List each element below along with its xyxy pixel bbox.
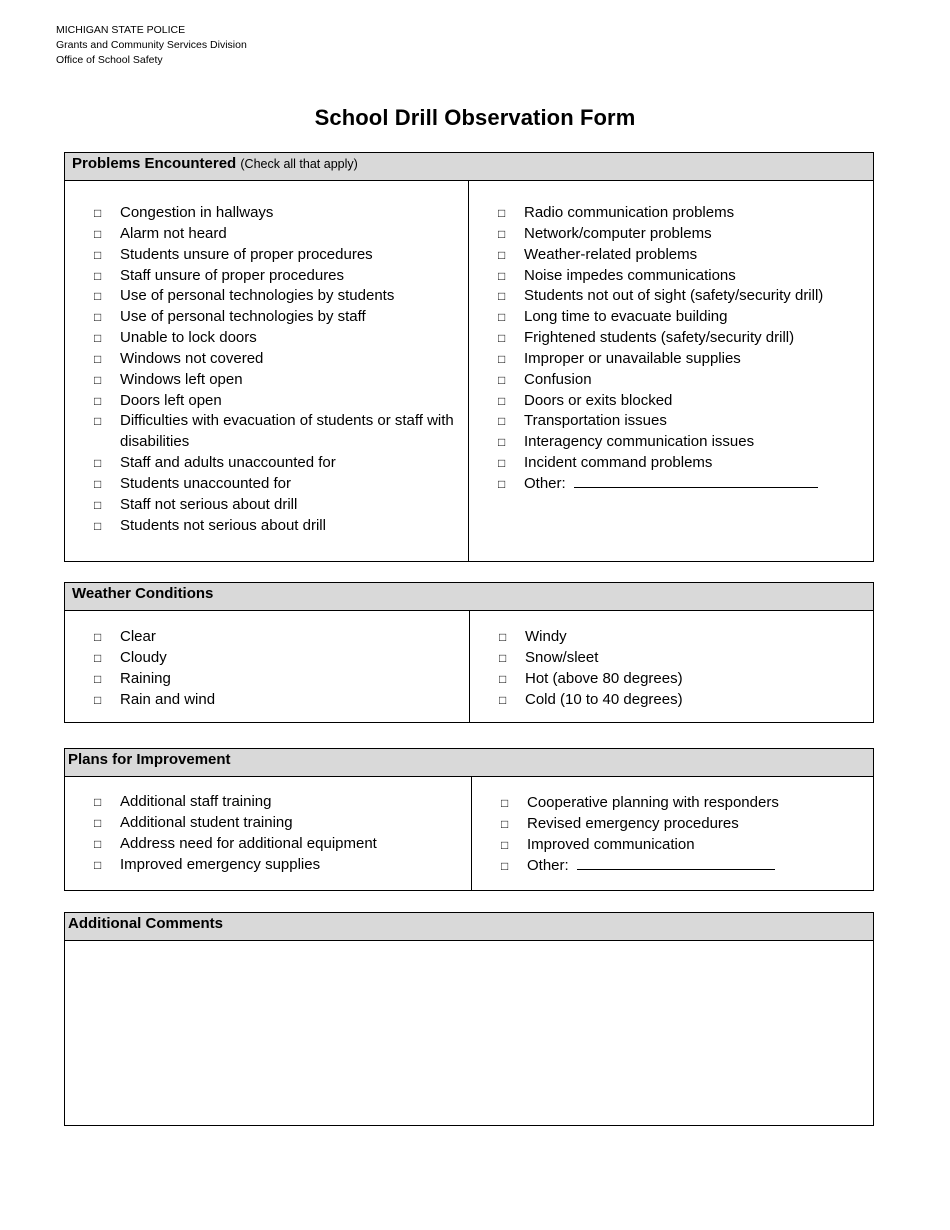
problem-item <box>469 245 873 266</box>
plan-label: Additional staff training <box>120 793 272 810</box>
problems-section <box>64 152 874 562</box>
problem-label: Radio communication problems <box>524 204 735 221</box>
plans-columns <box>65 777 873 890</box>
plans-left-column <box>65 777 472 890</box>
weather-label: Windy <box>525 628 567 645</box>
problem-label: Improper or unavailable supplies <box>524 349 741 367</box>
plans-other-label: Other: <box>527 856 569 874</box>
weather-item <box>470 627 873 648</box>
comments-body[interactable] <box>65 941 873 1125</box>
weather-label: Hot (above 80 degrees) <box>525 669 683 687</box>
checkbox-icon[interactable]: □ <box>501 858 509 873</box>
checkbox-icon[interactable]: □ <box>94 497 102 512</box>
problem-item <box>469 432 873 453</box>
problem-label: Use of personal technologies by staff <box>120 308 366 326</box>
problem-item <box>65 370 468 391</box>
problem-item <box>469 370 873 391</box>
checkbox-icon[interactable]: □ <box>94 857 102 872</box>
plan-item <box>65 813 471 834</box>
plans-header <box>65 749 873 777</box>
checkbox-icon[interactable]: □ <box>498 393 506 408</box>
problem-item <box>65 307 468 328</box>
problem-label: Difficulties with evacuation of students or staff with disabilities <box>120 412 454 451</box>
problem-item <box>469 328 873 349</box>
problem-label: Confusion <box>524 370 592 388</box>
problem-label: Incident command problems <box>524 454 713 472</box>
plans-right-list <box>472 793 873 856</box>
problems-other-line[interactable] <box>574 486 818 488</box>
checkbox-icon[interactable]: □ <box>94 476 102 491</box>
checkbox-icon[interactable]: □ <box>501 796 509 810</box>
problem-label: Noise impedes communications <box>524 266 736 284</box>
weather-left-list <box>65 627 469 710</box>
comments-header <box>65 913 873 941</box>
weather-section <box>64 582 874 723</box>
checkbox-icon[interactable]: □ <box>94 331 102 346</box>
weather-item <box>65 669 469 690</box>
plans-section <box>64 748 874 891</box>
weather-right-list <box>470 627 873 710</box>
problem-label: Doors or exits blocked <box>524 391 673 409</box>
checkbox-icon[interactable]: □ <box>94 372 102 387</box>
agency-name: MICHIGAN STATE POLICE <box>56 24 186 36</box>
problem-item <box>65 266 468 287</box>
weather-item <box>470 690 873 711</box>
checkbox-icon[interactable]: □ <box>498 456 506 471</box>
checkbox-icon[interactable]: □ <box>94 630 102 644</box>
problems-header <box>65 153 873 181</box>
problem-item <box>469 286 873 307</box>
office-name: Office of School Safety <box>56 54 163 66</box>
checkbox-icon[interactable]: □ <box>94 268 102 283</box>
problem-item <box>469 411 873 432</box>
problem-item <box>469 266 873 287</box>
problem-item <box>469 453 873 474</box>
checkbox-icon[interactable]: □ <box>94 815 102 830</box>
problem-label: Students unaccounted for <box>120 474 291 492</box>
checkbox-icon[interactable]: □ <box>94 414 102 429</box>
plans-other-item <box>472 856 873 877</box>
checkbox-icon[interactable]: □ <box>499 630 507 644</box>
plan-item <box>472 793 873 814</box>
plan-label: Revised emergency procedures <box>527 814 739 832</box>
agency-header <box>56 23 247 68</box>
problem-label: Students not out of sight (safety/security drill) <box>524 287 824 305</box>
problem-item <box>65 516 468 537</box>
checkbox-icon[interactable]: □ <box>94 310 102 325</box>
weather-item <box>65 627 469 648</box>
weather-label: Cloudy <box>120 648 167 666</box>
problems-left-column <box>65 181 469 561</box>
problem-item <box>65 391 468 412</box>
problem-label: Use of personal technologies by students <box>120 287 395 305</box>
problem-item <box>469 391 873 412</box>
problem-label: Doors left open <box>120 391 222 409</box>
checkbox-icon[interactable]: □ <box>94 671 102 686</box>
checkbox-icon[interactable]: □ <box>498 268 506 283</box>
problem-item <box>65 349 468 370</box>
problem-label: Staff and adults unaccounted for <box>120 454 336 472</box>
problem-label: Students unsure of proper procedures <box>120 245 373 263</box>
checkbox-icon[interactable]: □ <box>94 456 102 471</box>
division-name: Grants and Community Services Division <box>56 39 247 51</box>
checkbox-icon[interactable]: □ <box>499 692 507 707</box>
problem-label: Frightened students (safety/security drill) <box>524 329 795 347</box>
problem-label: Long time to evacuate building <box>524 308 728 326</box>
problem-item <box>469 307 873 328</box>
plan-item <box>65 834 471 855</box>
checkbox-icon[interactable]: □ <box>498 351 506 366</box>
plans-other-line[interactable] <box>577 868 775 870</box>
problem-item <box>65 328 468 349</box>
problem-item <box>65 495 468 516</box>
plan-label: Additional student training <box>120 813 293 831</box>
checkbox-icon[interactable]: □ <box>498 310 506 325</box>
problem-item <box>65 286 468 307</box>
checkbox-icon[interactable]: □ <box>94 206 102 220</box>
problem-label: Students not serious about drill <box>120 516 326 534</box>
plan-label: Improved emergency supplies <box>120 855 321 873</box>
problem-label: Unable to lock doors <box>120 329 257 347</box>
problems-columns <box>65 181 873 561</box>
problems-title: Problems Encountered <box>72 155 237 172</box>
checkbox-icon[interactable]: □ <box>94 795 102 809</box>
checkbox-icon[interactable]: □ <box>94 393 102 408</box>
problem-item <box>65 245 468 266</box>
plans-title: Plans for Improvement <box>68 751 231 768</box>
weather-right-column <box>470 611 873 722</box>
problem-label: Weather-related problems <box>524 245 698 263</box>
checkbox-icon[interactable]: □ <box>499 671 507 686</box>
form-title: School Drill Observation Form <box>314 105 636 130</box>
checkbox-icon[interactable]: □ <box>94 289 102 304</box>
problem-item <box>469 203 873 224</box>
weather-header <box>65 583 873 611</box>
problem-item <box>65 453 468 474</box>
checkbox-icon[interactable]: □ <box>501 816 509 831</box>
problem-label: Congestion in hallways <box>120 204 274 221</box>
plan-item <box>65 855 471 876</box>
weather-columns <box>65 611 873 722</box>
problem-label: Windows left open <box>120 370 243 388</box>
plan-label: Improved communication <box>527 835 695 853</box>
plans-left-list <box>65 792 471 875</box>
problems-other-label: Other: <box>524 474 566 492</box>
problems-other-item <box>469 474 873 495</box>
plan-label: Cooperative planning with responders <box>527 794 779 811</box>
checkbox-icon[interactable]: □ <box>501 837 509 852</box>
problem-label: Alarm not heard <box>120 224 227 242</box>
weather-label: Raining <box>120 669 171 687</box>
checkbox-icon[interactable]: □ <box>94 226 102 241</box>
problem-label: Staff unsure of proper procedures <box>120 266 345 284</box>
comments-section <box>64 912 874 1126</box>
plan-item <box>472 835 873 856</box>
checkbox-icon[interactable]: □ <box>499 650 507 665</box>
plan-label: Address need for additional equipment <box>120 834 377 852</box>
problems-right-column <box>469 181 873 561</box>
checkbox-icon[interactable]: □ <box>94 247 102 262</box>
weather-item <box>65 648 469 669</box>
checkbox-icon[interactable]: □ <box>498 372 506 387</box>
problem-item <box>469 224 873 245</box>
weather-item <box>65 690 469 711</box>
weather-item <box>470 648 873 669</box>
weather-label: Cold (10 to 40 degrees) <box>525 690 683 708</box>
weather-item <box>470 669 873 690</box>
problem-item <box>65 411 468 453</box>
problem-label: Staff not serious about drill <box>120 495 298 513</box>
problem-label: Transportation issues <box>524 412 667 430</box>
plans-other-list <box>472 856 873 877</box>
checkbox-icon[interactable]: □ <box>498 289 506 304</box>
checkbox-icon[interactable]: □ <box>94 836 102 851</box>
problem-item <box>469 349 873 370</box>
weather-label: Clear <box>120 628 156 645</box>
problems-other-list <box>469 474 873 495</box>
checkbox-icon[interactable]: □ <box>94 518 102 533</box>
problem-item <box>65 474 468 495</box>
plan-item <box>65 792 471 813</box>
checkbox-icon[interactable]: □ <box>94 351 102 366</box>
checkbox-icon[interactable]: □ <box>498 226 506 241</box>
checkbox-icon[interactable]: □ <box>498 414 506 429</box>
problems-right-list <box>469 203 873 474</box>
checkbox-icon[interactable]: □ <box>498 435 506 450</box>
checkbox-icon[interactable]: □ <box>94 650 102 665</box>
problem-label: Windows not covered <box>120 349 264 367</box>
problems-subtitle: (Check all that apply) <box>240 157 358 171</box>
problem-label: Network/computer problems <box>524 224 712 242</box>
checkbox-icon[interactable]: □ <box>498 206 506 220</box>
weather-label: Rain and wind <box>120 690 216 708</box>
checkbox-icon[interactable]: □ <box>94 692 102 707</box>
plans-right-column <box>472 777 873 890</box>
comments-title: Additional Comments <box>68 915 224 932</box>
weather-label: Snow/sleet <box>525 648 599 666</box>
checkbox-icon[interactable]: □ <box>498 247 506 262</box>
weather-title: Weather Conditions <box>72 585 214 602</box>
checkbox-icon[interactable]: □ <box>498 476 506 491</box>
problem-item <box>65 224 468 245</box>
plan-item <box>472 814 873 835</box>
problems-left-list <box>65 203 468 537</box>
problem-label: Interagency communication issues <box>524 433 755 451</box>
weather-left-column <box>65 611 470 722</box>
problem-item <box>65 203 468 224</box>
checkbox-icon[interactable]: □ <box>498 331 506 346</box>
